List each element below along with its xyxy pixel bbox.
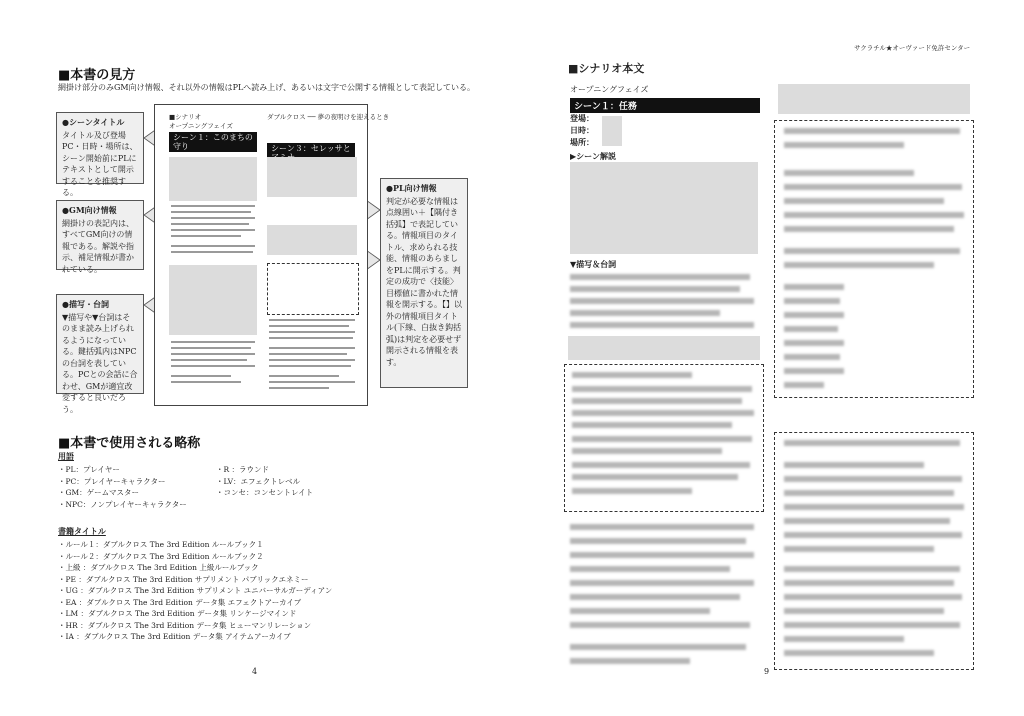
callout-body: タイトル及び登場PC・日時・場所は、シーン開始前にPLにテキストとして開示することを推奨する。 bbox=[62, 130, 138, 197]
callout-title: ●描写・台詞 bbox=[62, 299, 109, 309]
page-number: 9 bbox=[764, 667, 770, 676]
gm-info-box bbox=[568, 336, 760, 360]
sample-page-thumbnail bbox=[154, 104, 390, 406]
callout-body: 判定が必要な情報は点線囲い＋【隅付き括弧】で表記している。情報項目のタイトル、求められる技能、情報のあらましをPLに開示する。判定の成功で〈技能〉目標値に書かれた情報を開示する。【】以外の情報項目タイトル(下線、白抜き鈎括弧)は判定を必要せず開示される情報を表す。 bbox=[386, 196, 462, 367]
books-label: 書籍タイトル bbox=[58, 526, 106, 536]
callout-title: ●PL向け情報 bbox=[386, 183, 437, 193]
terms-label: 用語 bbox=[58, 451, 74, 461]
term-item: ・コンセ：コンセントレイト bbox=[216, 488, 314, 497]
callout-gm-info bbox=[56, 200, 144, 274]
book-item: ・UG ：ダブルクロス The 3rd Edition サプリメント ユニバーサルガーディアン bbox=[58, 586, 333, 595]
thumb-col2-head: ダブルクロス ── 夢の夜明けを迎えるとき bbox=[267, 113, 390, 121]
term-item: ・NPC：ノンプレイヤーキャラクター bbox=[58, 499, 187, 509]
phase-title: オープニングフェイズ bbox=[570, 85, 649, 94]
thumb-gm-box bbox=[169, 265, 257, 335]
intro-text: 網掛け部分のみGM向け情報、それ以外の情報はPLへ読み上げ、あるいは文字で公開する情報として表記している。 bbox=[58, 83, 475, 92]
page-number: 4 bbox=[252, 667, 258, 676]
gm-info-box bbox=[570, 162, 758, 254]
thumb-gm-box bbox=[267, 157, 357, 197]
callout-title: ●GM向け情報 bbox=[62, 205, 117, 215]
meta-place: 場所： bbox=[570, 137, 594, 147]
book-item: ・EA ：ダブルクロス The 3rd Edition データ集 エフェクトアーカイブ bbox=[58, 597, 302, 607]
abbr-heading: ■本書で使用される略称 bbox=[58, 436, 201, 451]
page-heading: ■本書の見方 bbox=[58, 68, 136, 83]
meta-appearance: 登場： bbox=[570, 113, 594, 123]
term-item: ・LV：エフェクトレベル bbox=[216, 476, 301, 486]
thumb-pl-box bbox=[267, 263, 359, 315]
term-item: ・R ：ラウンド bbox=[216, 465, 270, 474]
terms-right-list bbox=[216, 464, 313, 499]
book-item: ・ルール１：ダブルクロス The 3rd Edition ルールブック１ bbox=[58, 540, 264, 549]
callout-body: ▼描写や▼台詞はそのまま読み上げられるようになっている。鍵括弧内はNPCの台詞を表している。PCとの会話に合わせ、GMが適宜改変すると良いだろう。 bbox=[62, 312, 138, 414]
callout-title: ●シーンタイトル bbox=[62, 117, 125, 127]
term-item: ・PL：プレイヤー bbox=[58, 465, 120, 474]
thumb-col2-bar: シーン３：セレッサと bbox=[267, 143, 355, 163]
right-page bbox=[512, 0, 1024, 716]
thumb-col1-sub: オープニングフェイズ bbox=[169, 122, 233, 130]
book-item: ・PE ：ダブルクロス The 3rd Edition サプリメント パブリックエネミー bbox=[58, 574, 309, 584]
term-item: ・PC：プレイヤーキャラクター bbox=[58, 476, 166, 486]
thumb-gm-box bbox=[169, 157, 257, 201]
book-item: ・HR ：ダブルクロス The 3rd Edition データ集 ヒューマンリレーション bbox=[58, 620, 312, 630]
thumb-gm-box bbox=[267, 225, 357, 255]
callout-body: 網掛けの表記内は、すべてGM向けの情報である。解説や指示、補足情報が書かれている。 bbox=[62, 218, 134, 274]
book-item: ・LM ：ダブルクロス The 3rd Edition データ集 リンケージマインド bbox=[58, 609, 297, 618]
book-item: ・上級 ：ダブルクロス The 3rd Edition 上級ルールブック bbox=[58, 563, 259, 572]
book-item: ・IA ：ダブルクロス The 3rd Edition データ集 アイテムアーカイブ bbox=[58, 632, 291, 641]
book-item: ・ルール２：ダブルクロス The 3rd Edition ルールブック２ bbox=[58, 551, 264, 561]
running-header: サクラチル★オーヴァード免許センター bbox=[854, 44, 971, 52]
thumb-col1-title: ■シナリオ bbox=[169, 113, 202, 121]
terms-left-list bbox=[58, 464, 187, 510]
books-list bbox=[58, 539, 332, 643]
callout-scene-title bbox=[56, 112, 144, 197]
term-item: ・GM：ゲームマスター bbox=[58, 488, 140, 497]
callout-pl-info bbox=[380, 178, 468, 388]
scene-desc-label: ▶シーン解説 bbox=[570, 151, 616, 161]
gm-info-box bbox=[778, 84, 970, 114]
meta-list bbox=[570, 112, 594, 148]
portrayal-label: ▼描写＆台詞 bbox=[570, 259, 617, 269]
scene-bar: シーン１：任務 bbox=[570, 98, 760, 113]
redacted-meta bbox=[602, 116, 622, 146]
meta-date: 日時： bbox=[570, 125, 594, 135]
page-heading: ■シナリオ本文 bbox=[568, 62, 645, 75]
callout-description bbox=[56, 294, 144, 414]
thumb-col1-bar: シーン１：このまちの守り bbox=[169, 132, 257, 152]
